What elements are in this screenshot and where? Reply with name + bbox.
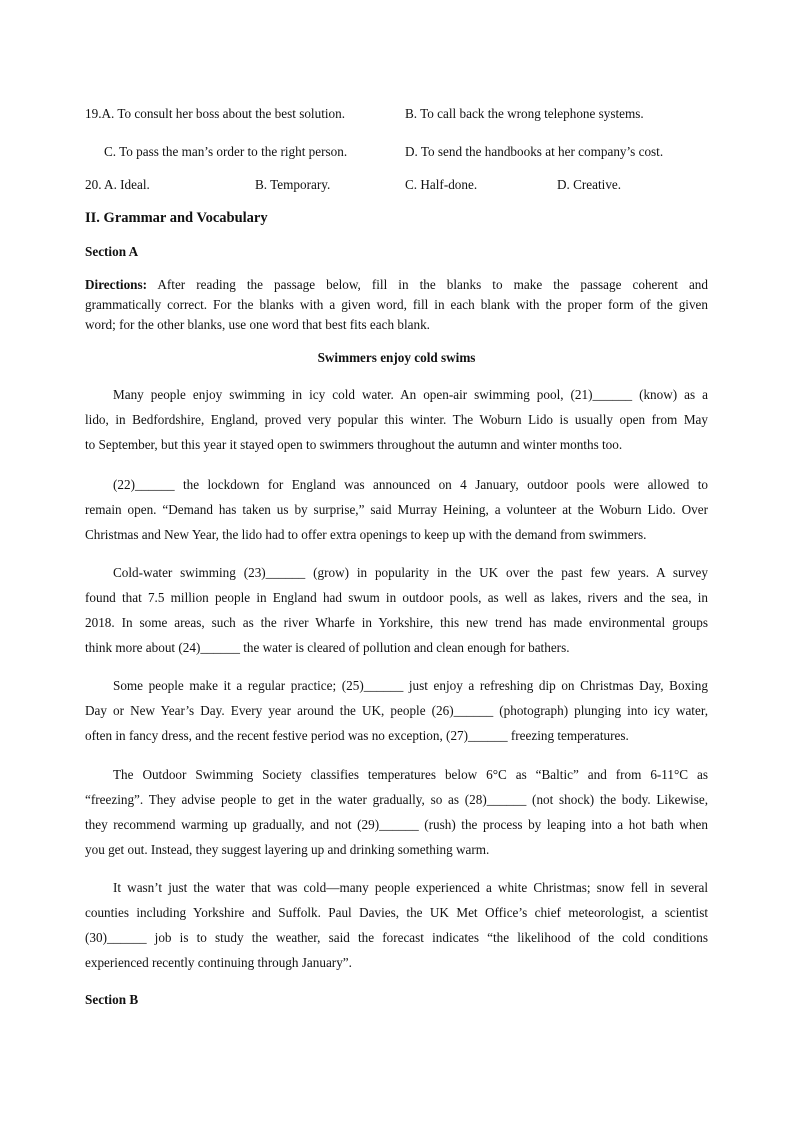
paragraph-3-line-2: found that 7.5 million people in England had swum in outdoor pools, as well as lakes, rivers and the sea, in	[85, 590, 708, 605]
directions-line-2: grammatically correct. For the blanks with a given word, fill in each blank with the proper form of the given	[85, 297, 708, 312]
paragraph-4-line-1: Some people make it a regular practice; (25)______ just enjoy a refreshing dip on Christmas Day, Boxing	[113, 678, 708, 693]
q20-option-b: B. Temporary.	[255, 177, 331, 192]
q20-option-c: C. Half-done.	[405, 177, 478, 192]
paragraph-1-line-1: Many people enjoy swimming in icy cold water. An open-air swimming pool, (21)______ (know) as a	[113, 387, 708, 402]
directions-line-3: word; for the other blanks, use one word that best fits each blank.	[85, 317, 430, 332]
directions-line-1	[85, 277, 708, 293]
q19-option-d: D. To send the handbooks at her company’s cost.	[405, 144, 664, 159]
section-b-heading: Section B	[85, 992, 139, 1007]
paragraph-4-line-2: Day or New Year’s Day. Every year around the UK, people (26)______ (photograph) plunging into icy water,	[85, 703, 708, 718]
paragraph-5-line-4: you get out. Instead, they suggest layering up and drinking something warm.	[85, 842, 490, 857]
paragraph-3-line-4: think more about (24)______ the water is cleared of pollution and clean enough for bathers.	[85, 640, 570, 655]
passage-title: Swimmers enjoy cold swims	[317, 350, 476, 365]
paragraph-2-line-1: (22)______ the lockdown for England was announced on 4 January, outdoor pools were allowed to	[113, 477, 708, 492]
paragraph-5-line-2: “freezing”. They advise people to get in the water gradually, so as (28)______ (not shock) the body. Likewise,	[85, 792, 708, 807]
directions-text-1: After reading the passage below, fill in the blanks to make the passage coherent and	[157, 277, 708, 292]
paragraph-2-line-2: remain open. “Demand has taken us by surprise,” said Murray Heining, a volunteer at the Woburn Lido. Over	[85, 502, 708, 517]
part-heading: II. Grammar and Vocabulary	[85, 210, 268, 226]
paragraph-2-line-3: Christmas and New Year, the lido had to offer extra openings to keep up with the demand from swimmers.	[85, 527, 647, 542]
paragraph-6-line-3: (30)______ job is to study the weather, said the forecast indicates “the likelihood of the cold conditions	[85, 930, 708, 945]
q19-option-b: B. To call back the wrong telephone systems.	[405, 106, 644, 121]
paragraph-5-line-1: The Outdoor Swimming Society classifies temperatures below 6°C as “Baltic” and from 6-11°C as	[113, 767, 708, 782]
q20-option-d: D. Creative.	[557, 177, 622, 192]
paragraph-1-line-2: lido, in Bedfordshire, England, proved very popular this winter. The Woburn Lido is usually open from May	[85, 412, 708, 427]
paragraph-3-line-3: 2018. In some areas, such as the river Wharfe in Yorkshire, this new trend has made environmental groups	[85, 615, 708, 630]
paragraph-3-line-1: Cold-water swimming (23)______ (grow) in popularity in the UK over the past few years. A survey	[113, 565, 708, 580]
paragraph-6-line-2: counties including Yorkshire and Suffolk. Paul Davies, the UK Met Office’s chief meteorologist, a scientist	[85, 905, 708, 920]
paragraph-1-line-3: to September, but this year it stayed open to swimmers throughout the autumn and winter months too.	[85, 437, 623, 452]
q20-option-a: 20. A. Ideal.	[85, 177, 150, 192]
paragraph-5-line-3: they recommend warming up gradually, and not (29)______ (rush) the process by leaping into a hot bath when	[85, 817, 708, 832]
q19-option-a: 19.A. To consult her boss about the best solution.	[85, 106, 346, 121]
paragraph-6-line-1: It wasn’t just the water that was cold—many people experienced a white Christmas; snow fell in several	[113, 880, 708, 895]
paragraph-6-line-4: experienced recently continuing through January”.	[85, 955, 352, 970]
q19-option-c: C. To pass the man’s order to the right person.	[104, 144, 348, 159]
section-a-heading: Section A	[85, 244, 139, 259]
paragraph-4-line-3: often in fancy dress, and the recent festive period was no exception, (27)______ freezing temperatures.	[85, 728, 629, 743]
directions-label: Directions:	[85, 277, 148, 292]
